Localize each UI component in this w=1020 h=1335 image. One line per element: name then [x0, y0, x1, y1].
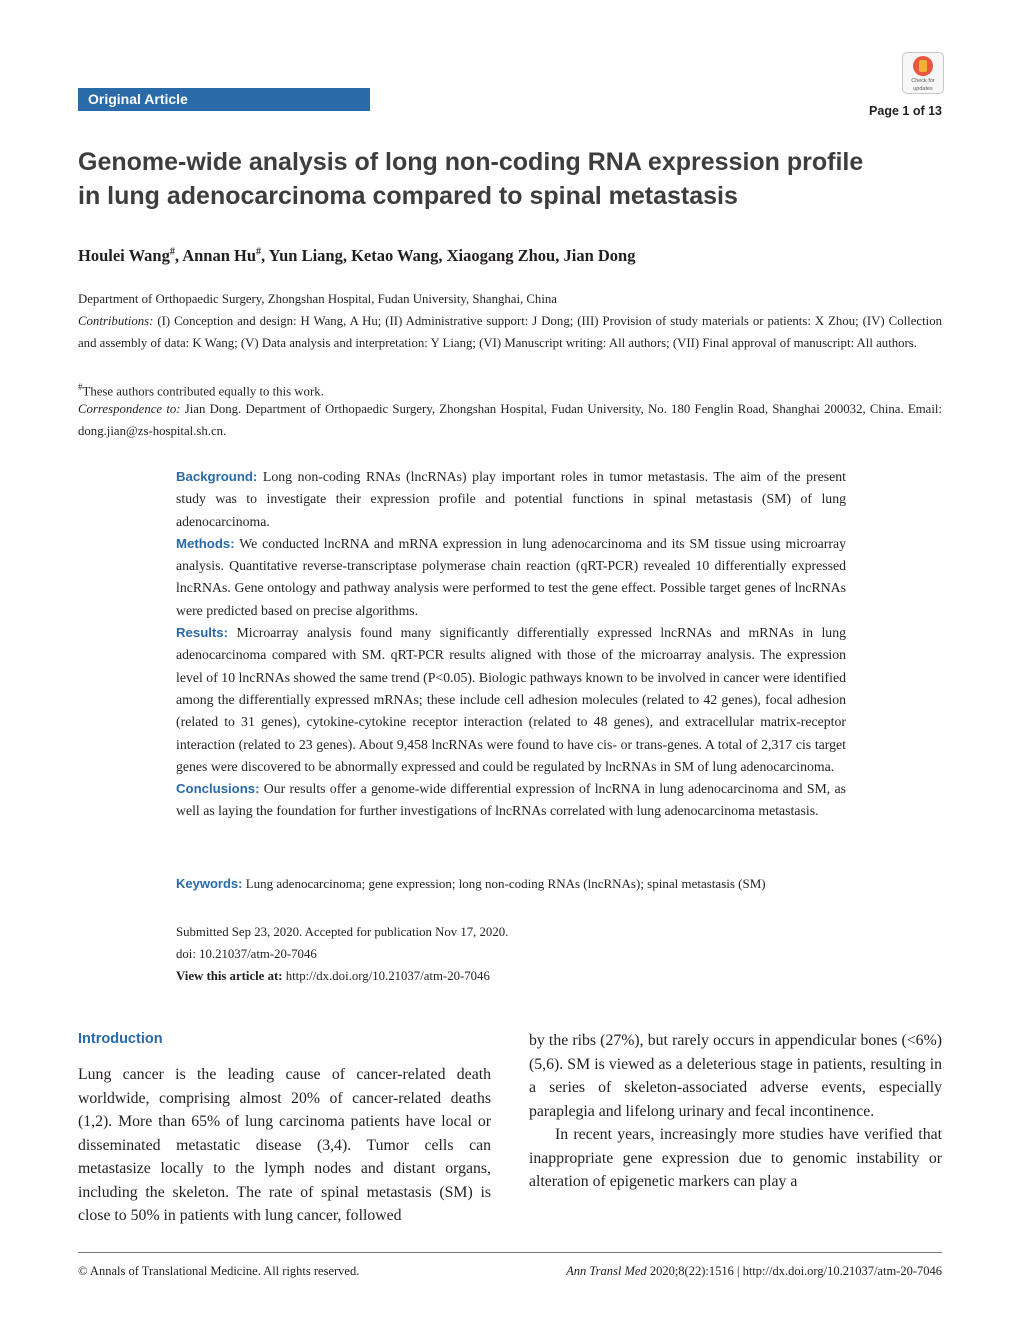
- author-separator: ,: [174, 246, 183, 265]
- keywords: [176, 876, 846, 892]
- background-label: Background:: [176, 469, 258, 484]
- equal-contribution-note-text: These authors contributed equally to this work.: [82, 384, 324, 399]
- correspondence-text: Jian Dong. Department of Orthopaedic Surgery, Zhongshan Hospital, Fudan University, No. 180 Fenglin Road, Shanghai 200032, China. Email: dong.jian@zs-hospital.sh.cn.: [78, 402, 942, 438]
- conclusions-label: Conclusions:: [176, 781, 260, 797]
- footer-journal: Ann Transl Med: [566, 1264, 647, 1278]
- title-line-2: in lung adenocarcinoma compared to spinal metastasis: [78, 182, 738, 210]
- view-article: [176, 965, 508, 987]
- author-list: [78, 246, 635, 266]
- results-text: Microarray analysis found many significantly differentially expressed lncRNAs and mRNAs in lung adenocarcinoma compared with SM. qRT-PCR results aligned with those of the microarray analysis. The expression level of 10 lncRNAs showed the same trend (P<0.05). Biologic pathways known to be involved in cancer were identified among the differentially expressed mRNAs; these include cell adhesion molecules (related to 42 genes), focal adhesion (related to 31 genes), cytokine-cytokine receptor interaction (related to 48 genes), and extracellular matrix-receptor interaction (related to 23 genes). About 9,458 lncRNAs were found to have cis- or trans-genes. A total of 2,317 cis target genes were discovered to be abnormally expressed and could be regulated by lncRNAs in SM of lung adenocarcinoma.: [176, 625, 846, 774]
- abstract-methods: [176, 533, 846, 622]
- submission-info: [176, 921, 508, 987]
- correspondence-label: Correspondence to:: [78, 402, 181, 416]
- footer-citation-text: 2020;8(22):1516 | http://dx.doi.org/10.21037/atm-20-7046: [646, 1264, 942, 1278]
- article-title: [78, 145, 958, 213]
- results-label: Results:: [176, 625, 229, 641]
- other-authors: , Yun Liang, Ketao Wang, Xiaogang Zhou, Jian Dong: [261, 246, 636, 265]
- contributions: [78, 310, 942, 354]
- equal-contribution-mark: #: [256, 246, 262, 258]
- article-type-banner: Original Article: [78, 88, 370, 111]
- contributions-text: (I) Conception and design: H Wang, A Hu; (II) Administrative support: J Dong; (III) Provision of study materials or patients: X Zhou; (IV) Collection and assembly of data: K Wang; (V) Data analysis and interpretation: Y Liang; (VI) Manuscript writing: All authors; (VII) Final approval of manuscript: All authors.: [78, 314, 942, 350]
- equal-contribution-mark: #: [169, 246, 175, 258]
- affiliation: Department of Orthopaedic Surgery, Zhongshan Hospital, Fudan University, Shanghai, China: [78, 292, 557, 306]
- footer-divider: [78, 1252, 942, 1253]
- view-article-link[interactable]: http://dx.doi.org/10.21037/atm-20-7046: [282, 969, 490, 983]
- title-line-1: Genome-wide analysis of long non-coding RNA expression profile: [78, 148, 864, 176]
- abstract-conclusions: [176, 778, 846, 823]
- methods-text: We conducted lncRNA and mRNA expression in lung adenocarcinoma and its SM tissue using microarray analysis. Quantitative reverse-transcriptase polymerase chain reaction (qRT-PCR) revealed 10 differentially expressed lncRNAs. Gene ontology and pathway analysis were performed to test the gene effect. Possible target genes of lncRNAs were predicted based on precise algorithms.: [176, 535, 846, 618]
- equal-contribution-note-mark: #: [78, 382, 83, 392]
- abstract-results: [176, 622, 846, 778]
- submission-dates: Submitted Sep 23, 2020. Accepted for publication Nov 17, 2020.: [176, 925, 509, 939]
- contributions-label: Contributions:: [78, 314, 154, 328]
- keywords-text: Lung adenocarcinoma; gene expression; long non-coding RNAs (lncRNAs); spinal metastasis (SM): [242, 876, 766, 891]
- author-2: Annan Hu: [182, 246, 257, 265]
- author-1: Houlei Wang: [78, 246, 170, 265]
- footer-copyright: © Annals of Translational Medicine. All rights reserved.: [78, 1264, 360, 1278]
- page-number: Page 1 of 13: [869, 104, 942, 118]
- abstract-background: [176, 466, 846, 533]
- keywords-label: Keywords:: [176, 876, 243, 891]
- check-updates-line1: Check for: [911, 78, 935, 84]
- intro-paragraph-1: Lung cancer is the leading cause of cancer-related death worldwide, comprising almost 20% of cancer-related deaths (1,2). More than 65% of lung carcinoma patients have local or disseminated metastatic disease (3,4). Tumor cells can metastasize locally to the lymph nodes and distant organs, including the skeleton. The rate of spinal metastasis (SM) is close to 50% in patients with lung cancer, followed: [78, 1066, 491, 1224]
- check-updates-line2: updates: [913, 86, 933, 92]
- intro-paragraph-2: In recent years, increasingly more studies have verified that inappropriate gene expression due to genomic instability or alteration of epigenetic markers can play a: [529, 1126, 942, 1190]
- introduction-left-column: [78, 1063, 491, 1228]
- introduction-heading: Introduction: [78, 1031, 163, 1047]
- conclusions-text: Our results offer a genome-wide differential expression of lncRNA in lung adenocarcinoma and SM, as well as laying the foundation for further investigations of lncRNAs correlated with lung adenocarcinoma metastasis.: [176, 781, 846, 819]
- background-text: Long non-coding RNAs (lncRNAs) play important roles in tumor metastasis. The aim of the present study was to investigate their expression profile and potential functions in spinal metastasis (SM) of lung adenocarcinoma.: [176, 469, 846, 529]
- introduction-right-column: [529, 1029, 942, 1194]
- doi: doi: 10.21037/atm-20-7046: [176, 947, 317, 961]
- check-updates-icon: [913, 56, 933, 76]
- check-for-updates-button[interactable]: [902, 52, 944, 94]
- methods-label: Methods:: [176, 535, 235, 551]
- footer-citation: [566, 1264, 942, 1279]
- view-article-label: View this article at:: [176, 969, 283, 983]
- intro-paragraph-1-continued: by the ribs (27%), but rarely occurs in appendicular bones (<6%) (5,6). SM is viewed as a deleterious stage in patients, resulting in a series of skeleton-associated adverse events, especially paraplegia and lifelong urinary and fecal incontinence.: [529, 1032, 942, 1120]
- correspondence: [78, 398, 942, 442]
- abstract: [176, 466, 846, 823]
